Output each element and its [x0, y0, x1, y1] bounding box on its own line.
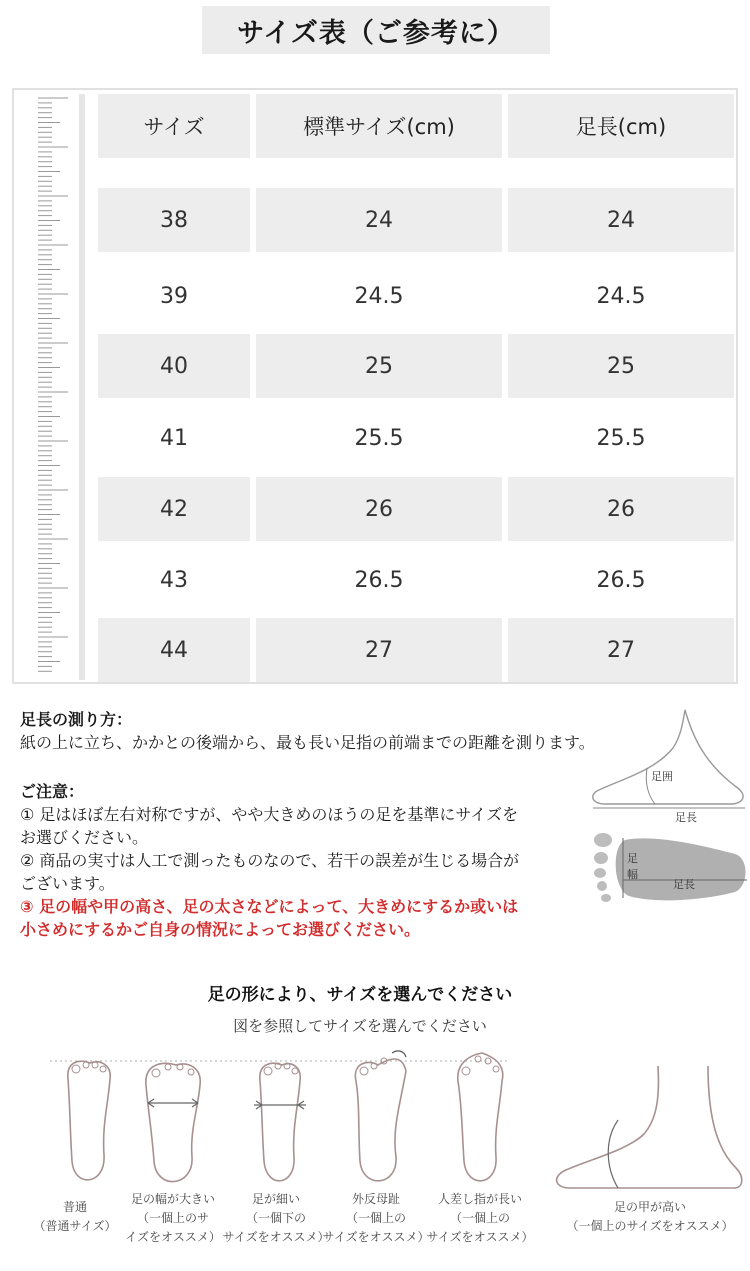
label-length-2: 足長 [673, 878, 695, 891]
footprint-diagram [585, 828, 750, 908]
foot-high-instep-icon [548, 1060, 748, 1200]
label-width-1: 足 [627, 852, 638, 865]
foot-long-toe-icon [458, 1053, 503, 1181]
header-standard-size: 標準サイズ(cm) [256, 94, 502, 158]
shape-section-title: 足の形により、サイズを選んでください [207, 985, 513, 1005]
table-cell-size: 41 [160, 425, 188, 451]
size-table [12, 88, 738, 684]
table-cell-size: 40 [98, 334, 250, 398]
header-foot-length: 足長(cm) [508, 94, 734, 158]
table-cell-length: 24.5 [596, 283, 646, 309]
table-cell-length: 26.5 [596, 567, 646, 593]
table-cell-standard: 25.5 [354, 425, 404, 451]
table-cell-length: 25.5 [596, 425, 646, 451]
measure-heading: 足長の測り方： [20, 710, 133, 729]
table-cell-length: 24 [508, 188, 734, 252]
foot-slim-icon [254, 1063, 306, 1181]
table-cell-standard: 26.5 [354, 567, 404, 593]
caption-slim: 足が細い （一個下の サイズをオススメ） [222, 1192, 330, 1244]
table-cell-standard: 25 [256, 334, 502, 398]
table-cell-length: 27 [508, 618, 734, 682]
table-cell-standard: 26 [256, 477, 502, 541]
table-cell-size: 42 [98, 477, 250, 541]
foot-side-diagram [585, 708, 750, 823]
foot-shapes-row [40, 1045, 520, 1195]
table-cell-size: 44 [98, 618, 250, 682]
table-cell-size: 39 [160, 283, 188, 309]
ruler-graphic [34, 94, 94, 680]
measure-text: 紙の上に立ち、かかとの後端から、最も長い足指の前端までの距離を測ります。 [20, 733, 595, 752]
label-circumference: 足囲 [651, 770, 673, 783]
page-title: サイズ表（ご参考に） [202, 6, 550, 54]
caption-long-toe: 人差し指が長い （一個上の サイズをオススメ） [426, 1192, 534, 1244]
table-cell-size: 43 [160, 567, 188, 593]
table-cell-size: 38 [98, 188, 250, 252]
table-cell-length: 26 [508, 477, 734, 541]
caption-normal: 普通 （普通サイズ） [33, 1200, 117, 1233]
table-cell-standard: 27 [256, 618, 502, 682]
caption-bunion: 外反母趾 （一個上の サイズをオススメ） [322, 1192, 430, 1244]
label-width-2: 幅 [627, 868, 638, 881]
note-1-line-1: ① 足はほぼ左右対称ですが、やや大きめのほうの足を基準にサイズを [20, 805, 519, 824]
shape-section-subtitle: 図を参照してサイズを選んでください [233, 1017, 487, 1035]
foot-bunion-icon [355, 1051, 406, 1181]
table-cell-length: 25 [508, 334, 734, 398]
caption-high-instep: 足の甲が高い （一個上のサイズをオススメ） [566, 1200, 734, 1233]
table-cell-standard: 24 [256, 188, 502, 252]
notes-section [20, 780, 640, 941]
note-2-line-2: ございます。 [20, 874, 115, 893]
note-3-line-1: ③ 足の幅や甲の高さ、足の太さなどによって、大きめにするか或いは [20, 897, 519, 916]
foot-wide-icon [146, 1063, 200, 1181]
notes-heading: ご注意： [20, 782, 85, 801]
note-1-line-2: お選びください。 [20, 828, 149, 847]
caption-wide: 足の幅が大きい （一個上のサ イズをオススメ） [125, 1192, 221, 1244]
note-3-line-2: 小さめにするかご自身の情況によってお選びください。 [20, 920, 421, 939]
note-2-line-1: ② 商品の実寸は人工で測ったものなので、若干の誤差が生じる場合が [20, 851, 520, 870]
header-size: サイズ [98, 94, 250, 158]
table-cell-standard: 24.5 [354, 283, 404, 309]
foot-normal-icon [68, 1061, 110, 1180]
label-length: 足長 [675, 811, 697, 823]
